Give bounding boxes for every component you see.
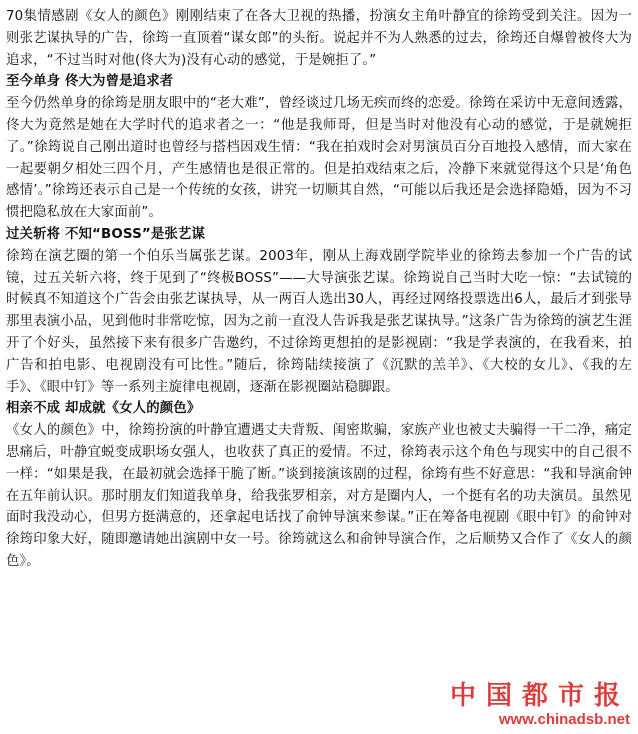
watermark-site-url: www.chinadsb.net xyxy=(498,711,630,728)
watermark-site-name: 中国都市报 xyxy=(449,681,630,711)
section-3-paragraph: 《女人的颜色》中，徐筠扮演的叶静宜遭遇丈夫背叛、闺密欺骗，家族产业也被丈夫骗得一干二净，痛定思痛后，叶静宜蜕变成职场女强人，也收获了真正的爱情。不过，徐筠表示这个角色与现实中的自己很不一样：“如果是我，在最初就会选择干脆了断。”谈到接演该剧的过程，徐筠有些不好意思：“我和导演俞钟在五年前认识。那时朋友们知道我单身，给我张罗相亲，对方是圈内人，一个挺有名的功夫演员。虽然见面时我没动心，但男方挺满意的，还拿起电话找了俞钟导演来参谋。”正在筹备电视剧《眼中钉》的俞钟对徐筠印象大好，随即邀请她出演剧中女一号。徐筠就这么和俞钟导演合作，之后顺势又合作了《女人的颜色》。 xyxy=(6,423,632,569)
section-2-paragraph: 徐筠在演艺圈的第一个伯乐当属张艺谋。2003年，刚从上海戏剧学院毕业的徐筠去参加一个广告的试镜，过五关斩六将，终于见到了“终极BOSS”——大导演张艺谋。徐筠说自己当时大吃一惊：“去试镜的时候真不知道这个广告会由张艺谋执导，从一两百人选出30人，再经过网络投票选出6人，最后才到张导那里表演小品，见到他时非常吃惊，因为之前一直没人告诉我是张艺谋执导。”这条广告为徐筠的演艺生涯开了个好头，虽然接下来有很多广告邀约，不过徐筠更想拍的是影视剧：“我是学表演的，在我看来，拍广告和拍电影、电视剧没有可比性。”随后，徐筠陆续接演了《沉默的羔羊》、《大校的女儿》、《我的左手》、《眼中钉》等一系列主旋律电视剧，逐渐在影视圈站稳脚跟。 xyxy=(6,248,632,395)
section-heading-1: 至今单身 佟大为曾是追求者 xyxy=(6,74,174,90)
intro-paragraph: 70集情感剧《女人的颜色》刚刚结束了在各大卫视的热播，扮演女主角叶静宜的徐筠受到关注。因为一则张艺谋执导的广告，徐筠一直顶着“谋女郎”的头衔。说起并不为人熟悉的过去，徐筠还自爆曾被佟大为追求，“不过当时对他(佟大为)没有心动的感觉，于是婉拒了。” xyxy=(6,9,632,68)
section-heading-2: 过关斩将 不知“BOSS”是张艺谋 xyxy=(6,226,205,242)
section-1-paragraph: 至今仍然单身的徐筠是朋友眼中的“老大难”，曾经谈过几场无疾而终的恋爱。徐筠在采访中无意间透露，佟大为竟然是她在大学时代的追求者之一：“他是我师哥，但是当时对他没有心动的感觉，于是就婉拒了。”徐筠说自己刚出道时也曾经与搭档因戏生情：“我在拍戏时会对男演员百分百地投入感情，而大家在一起要朝夕相处三四个月，产生感情也是很正常的。但是拍戏结束之后，冷静下来就觉得这个只是‘角色感情’。”徐筠还表示自己是一个传统的女孩，讲究一切顺其自然，“可能以后我还是会选择隐婚，因为不习惯把隐私放在大家面前”。 xyxy=(6,96,632,221)
site-watermark xyxy=(450,681,630,728)
section-heading-3: 相亲不成 却成就《女人的颜色》 xyxy=(6,401,201,417)
article-body xyxy=(6,6,632,573)
